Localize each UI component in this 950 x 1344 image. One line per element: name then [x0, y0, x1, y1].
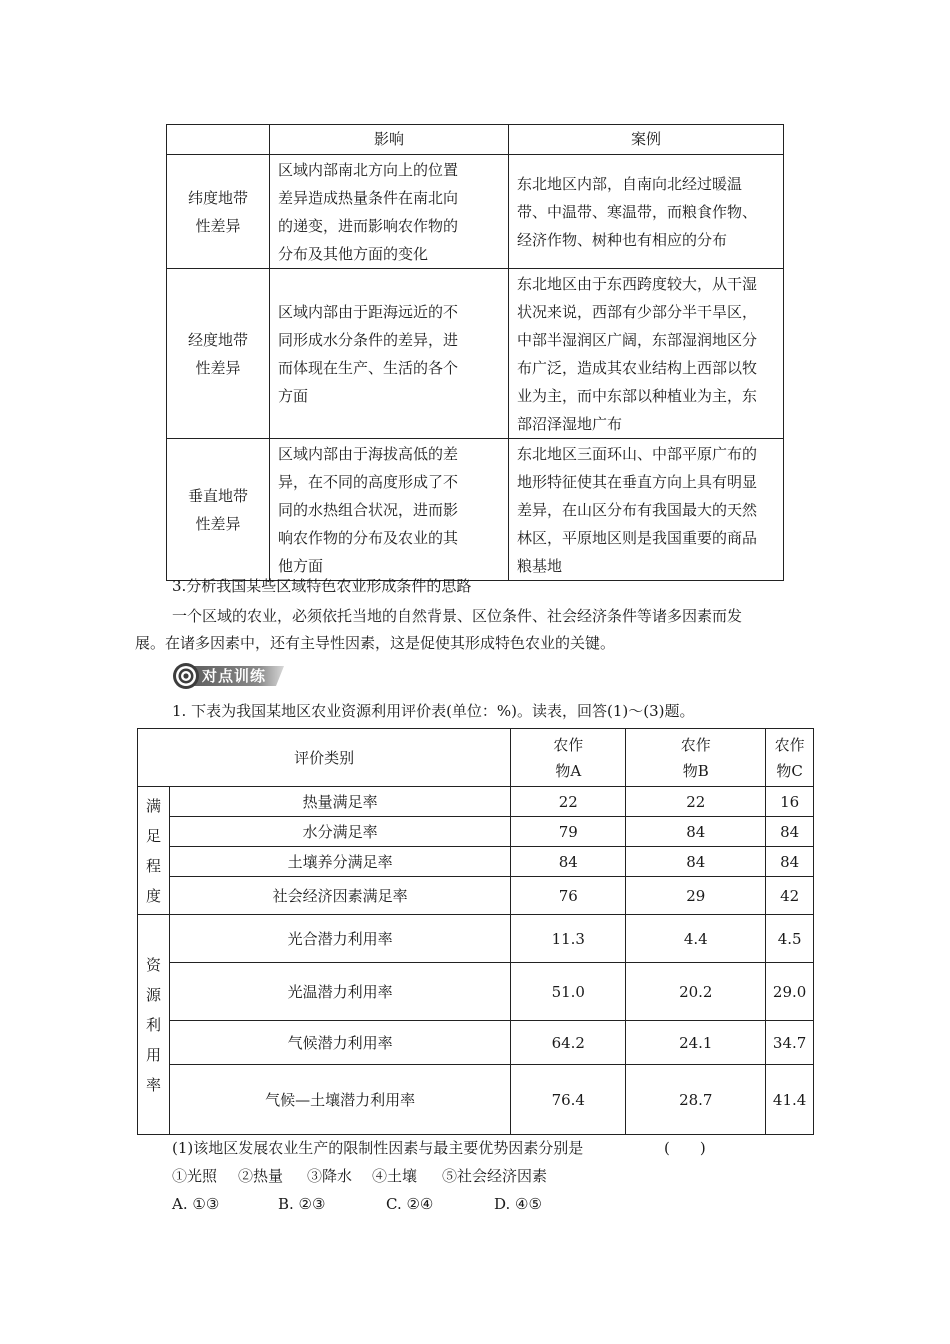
row-label	[167, 155, 270, 269]
row-label-line: 性差异	[195, 358, 241, 377]
evaluation-table	[137, 728, 814, 1135]
group-char: 程	[145, 856, 161, 875]
value-b: 24.1	[626, 1021, 766, 1065]
case-cell	[509, 269, 784, 439]
row-name: 光温潜力利用率	[170, 963, 511, 1021]
case-line: 地形特征使其在垂直方向上具有明显	[517, 472, 758, 491]
value-a: 76.4	[511, 1065, 626, 1135]
group-char: 资	[145, 955, 161, 974]
table-row	[138, 817, 814, 847]
case-line: 东北地区三面环山、中部平原广布的	[517, 444, 758, 463]
impact-line: 区域内部南北方向上的位置	[278, 160, 459, 179]
row-label-line: 经度地带	[187, 330, 248, 349]
option-item: ③降水	[307, 1167, 353, 1185]
row-label-line: 垂直地带	[187, 486, 248, 505]
header-empty-cell	[167, 125, 270, 155]
impact-line: 的递变，进而影响农作物的	[278, 216, 459, 235]
crop-label-line: 物C	[776, 761, 803, 780]
group-char: 用	[145, 1045, 161, 1064]
crop-label-line: 农作	[680, 735, 711, 754]
value-c: 42	[766, 877, 814, 915]
option-item: ①光照	[172, 1167, 218, 1185]
header-impact: 影响	[270, 125, 509, 155]
crop-label-line: 物A	[555, 761, 582, 780]
value-b: 4.4	[626, 915, 766, 963]
value-a: 11.3	[511, 915, 626, 963]
value-c: 84	[766, 817, 814, 847]
impact-cell	[270, 439, 509, 581]
table-header-row	[138, 729, 814, 787]
row-name: 气候潜力利用率	[170, 1021, 511, 1065]
table-row	[138, 847, 814, 877]
table-row	[138, 877, 814, 915]
case-line: 布广泛，造成其农业结构上西部以牧	[517, 358, 758, 377]
impact-line: 响农作物的分布及农业的其	[278, 528, 459, 547]
group-label-satisfaction	[138, 787, 170, 915]
group-char: 度	[145, 886, 161, 905]
impact-line: 区域内部由于距海远近的不	[278, 302, 459, 321]
value-b: 84	[626, 847, 766, 877]
impact-line: 异，在不同的高度形成了不	[278, 472, 459, 491]
value-b: 28.7	[626, 1065, 766, 1135]
impact-line: 同的水热组合状况，进而影	[278, 500, 459, 519]
value-a: 64.2	[511, 1021, 626, 1065]
impact-line: 而体现在生产、生活的各个	[278, 358, 459, 377]
group-char: 源	[145, 985, 161, 1004]
option-item: ④土壤	[372, 1167, 418, 1185]
choice-a[interactable]: A. ①③	[172, 1195, 220, 1213]
case-line: 状况来说，西部有少部分半干旱区，	[517, 302, 758, 321]
row-name: 热量满足率	[170, 787, 511, 817]
value-a: 22	[511, 787, 626, 817]
choice-d[interactable]: D. ④⑤	[494, 1195, 542, 1213]
choice-c[interactable]: C. ②④	[386, 1195, 434, 1213]
option-item: ⑤社会经济因素	[442, 1167, 548, 1185]
value-c: 84	[766, 847, 814, 877]
impact-line: 差异造成热量条件在南北向	[278, 188, 459, 207]
sub-question-stem: (1)该地区发展农业生产的限制性因素与最主要优势因素分别是	[172, 1139, 584, 1157]
table-row	[138, 915, 814, 963]
table-row	[138, 1021, 814, 1065]
row-name: 气候—土壤潜力利用率	[170, 1065, 511, 1135]
case-line: 粮基地	[517, 556, 563, 575]
value-c: 29.0	[766, 963, 814, 1021]
header-crop-b	[626, 729, 766, 787]
paragraph-line: 一个区域的农业，必须依托当地的自然背景、区位条件、社会经济条件等诸多因素而发	[172, 607, 743, 625]
value-b: 20.2	[626, 963, 766, 1021]
badge-label: 对点训练	[202, 667, 267, 685]
table-row	[167, 269, 784, 439]
table-row	[167, 155, 784, 269]
header-category: 评价类别	[138, 729, 511, 787]
case-line: 中部半湿润区广阔，东部湿润地区分	[517, 330, 758, 349]
impact-cell	[270, 155, 509, 269]
group-char: 率	[145, 1075, 161, 1094]
row-label-line: 性差异	[195, 514, 241, 533]
value-c: 16	[766, 787, 814, 817]
case-line: 林区，平原地区则是我国重要的商品	[517, 528, 758, 547]
case-line: 部沼泽湿地广布	[517, 414, 623, 433]
group-char: 足	[145, 826, 161, 845]
row-name: 社会经济因素满足率	[170, 877, 511, 915]
row-name: 水分满足率	[170, 817, 511, 847]
case-line: 东北地区由于东西跨度较大，从干湿	[517, 274, 758, 293]
row-name: 土壤养分满足率	[170, 847, 511, 877]
impact-line: 他方面	[278, 556, 324, 575]
value-c: 34.7	[766, 1021, 814, 1065]
comparison-table	[166, 124, 784, 581]
row-label	[167, 269, 270, 439]
case-line: 带、中温带、寒温带，而粮食作物、	[517, 202, 758, 221]
group-label-utilization	[138, 915, 170, 1135]
table-header-row	[167, 125, 784, 155]
impact-line: 方面	[278, 386, 309, 405]
table-row	[138, 787, 814, 817]
crop-label-line: 农作	[553, 735, 584, 754]
group-char: 利	[145, 1015, 161, 1034]
value-b: 84	[626, 817, 766, 847]
row-label	[167, 439, 270, 581]
header-crop-a	[511, 729, 626, 787]
case-cell	[509, 439, 784, 581]
table-row	[167, 439, 784, 581]
value-a: 79	[511, 817, 626, 847]
header-crop-c	[766, 729, 814, 787]
crop-label-line: 物B	[682, 761, 709, 780]
answer-bracket: ( )	[664, 1139, 706, 1157]
header-case: 案例	[509, 125, 784, 155]
value-c: 41.4	[766, 1065, 814, 1135]
question-intro: 1. 下表为我国某地区农业资源利用评价表(单位：%)。读表，回答(1)～(3)题。	[172, 702, 695, 720]
value-b: 29	[626, 877, 766, 915]
section-title: 3.分析我国某些区域特色农业形成条件的思路	[172, 577, 472, 595]
value-a: 51.0	[511, 963, 626, 1021]
practice-badge	[172, 662, 290, 690]
option-item: ②热量	[238, 1167, 284, 1185]
impact-line: 同形成水分条件的差异，进	[278, 330, 459, 349]
choice-b[interactable]: B. ②③	[278, 1195, 326, 1213]
case-cell	[509, 155, 784, 269]
case-line: 差异，在山区分布有我国最大的天然	[517, 500, 758, 519]
impact-line: 区域内部由于海拔高低的差	[278, 444, 459, 463]
case-line: 经济作物、树种也有相应的分布	[517, 230, 728, 249]
crop-label-line: 农作	[774, 735, 805, 754]
table-row	[138, 1065, 814, 1135]
value-a: 84	[511, 847, 626, 877]
case-line: 东北地区内部，自南向北经过暖温	[517, 174, 743, 193]
impact-line: 分布及其他方面的变化	[278, 244, 429, 263]
table-row	[138, 963, 814, 1021]
case-line: 业为主，而中东部以种植业为主，东	[517, 386, 758, 405]
paragraph-line: 展。在诸多因素中，还有主导性因素，这是促使其形成特色农业的关键。	[135, 634, 616, 652]
row-label-line: 性差异	[195, 216, 241, 235]
row-name: 光合潜力利用率	[170, 915, 511, 963]
row-label-line: 纬度地带	[187, 188, 248, 207]
group-char: 满	[145, 796, 161, 815]
impact-cell	[270, 269, 509, 439]
value-a: 76	[511, 877, 626, 915]
value-b: 22	[626, 787, 766, 817]
value-c: 4.5	[766, 915, 814, 963]
